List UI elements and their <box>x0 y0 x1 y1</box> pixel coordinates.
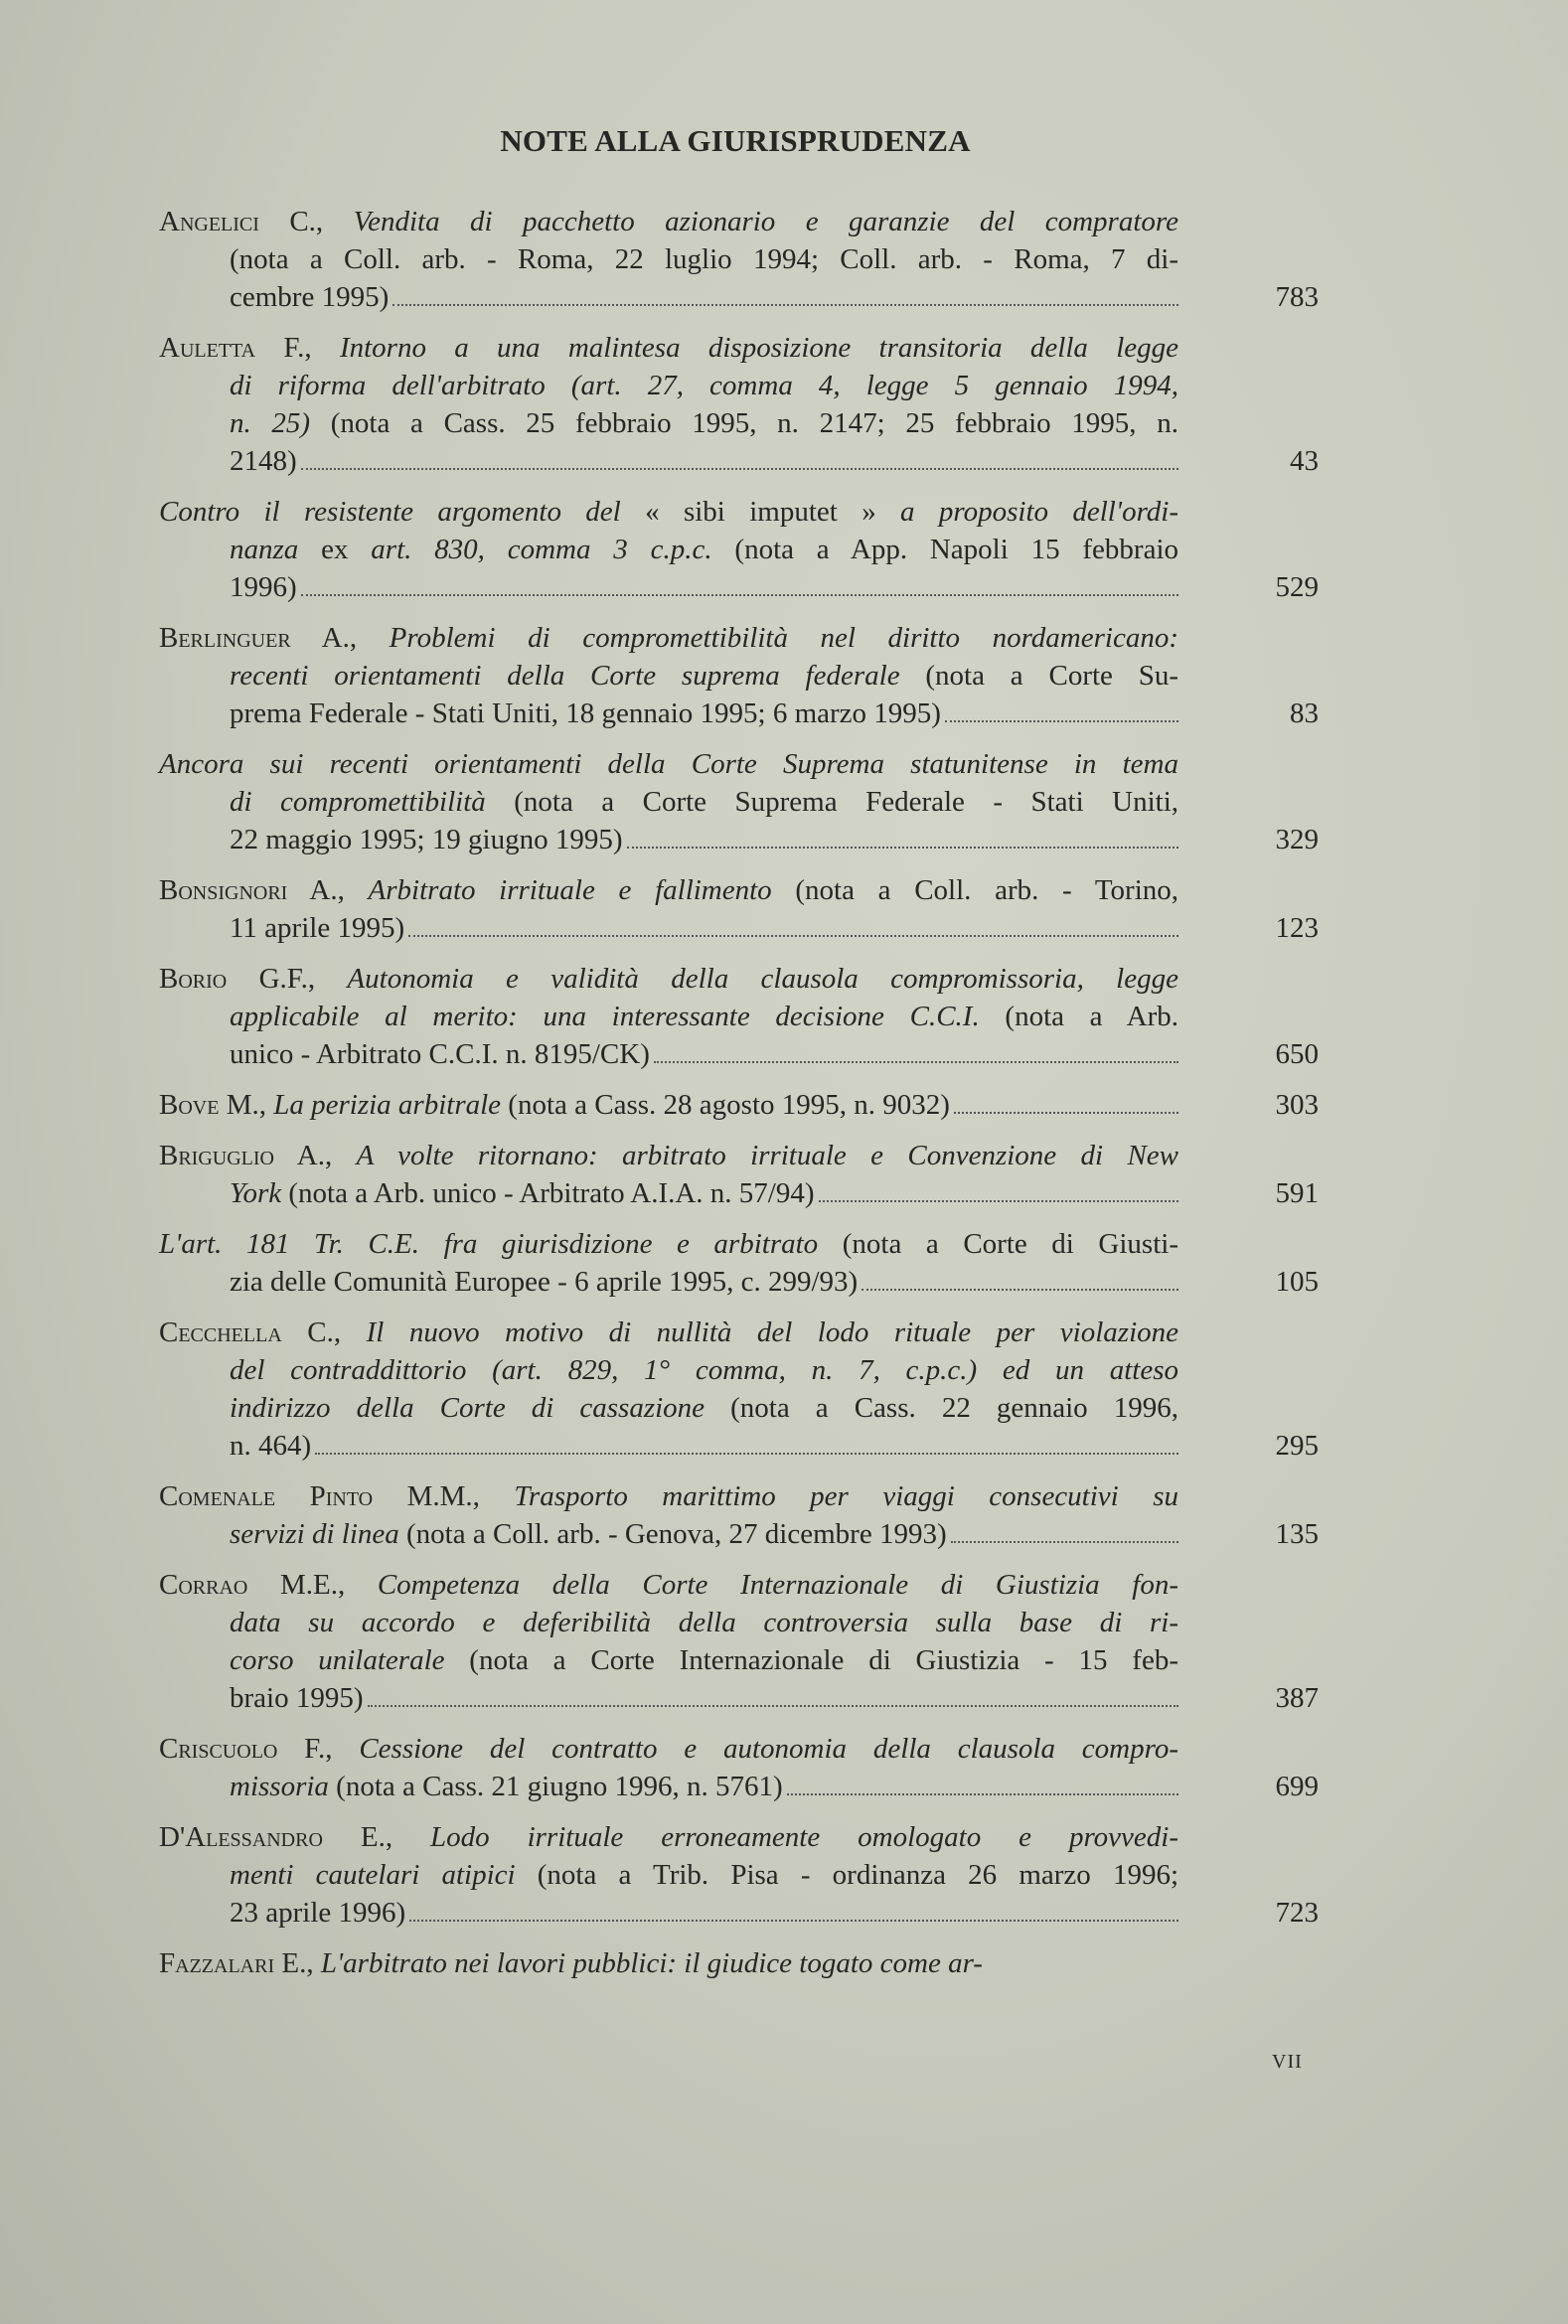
author-name: Angelici C., <box>159 206 354 237</box>
citation-text: (nota a Cass. 25 febbraio 1995, n. 2147; 25 febbraio 1995, n. <box>330 407 1178 439</box>
entry-line <box>159 871 1178 909</box>
index-list <box>159 203 1319 1995</box>
index-entry <box>159 1477 1319 1553</box>
article-title: recenti orientamenti della Corte suprema federale <box>230 660 926 692</box>
dot-leader <box>392 278 1178 306</box>
citation-text: (nota a Arb. unico - Arbitrato A.I.A. n. 57/94) <box>288 1177 815 1209</box>
dot-leader <box>368 1679 1179 1707</box>
entry-line-text <box>230 821 623 858</box>
dot-leader <box>819 1174 1178 1202</box>
citation-text: 1996) <box>230 571 297 603</box>
citation-text: (nota a Corte di Giusti- <box>842 1228 1178 1260</box>
citation-text: zia delle Comunità Europee - 6 aprile 1995, c. 299/93) <box>230 1266 859 1298</box>
entry-line <box>159 960 1178 998</box>
citation-text: (nota a Coll. arb. - Torino, <box>795 874 1179 906</box>
article-title: Competenza della Corte Internazionale di Giustizia fon- <box>377 1569 1178 1601</box>
entry-line <box>159 404 1178 442</box>
index-entry <box>159 871 1319 947</box>
entry-line-text <box>159 1086 950 1124</box>
author-name: Borio G.F., <box>159 963 348 995</box>
article-title: Vendita di pacchetto azionario e garanzie del compratore <box>353 206 1178 237</box>
entry-page-number: 591 <box>1275 1177 1319 1209</box>
citation-text: n. 464) <box>230 1430 312 1462</box>
entry-line <box>159 1515 1178 1553</box>
article-title: Cessione del contratto e autonomia della clausola compro- <box>359 1733 1178 1765</box>
author-name: Criscuolo F., <box>159 1733 360 1765</box>
author-name: Bonsignori A., <box>159 874 369 906</box>
entry-line <box>159 442 1178 480</box>
article-title: a proposito dell'ordi- <box>900 496 1178 528</box>
article-title: La perizia arbitrale <box>273 1089 509 1121</box>
dot-leader <box>627 821 1178 849</box>
entry-line-text <box>230 1263 858 1301</box>
article-title: Arbitrato irrituale e fallimento <box>368 874 796 906</box>
citation-text: (nota a App. Napoli 15 febbraio <box>734 534 1179 565</box>
article-title: indirizzo della Corte di cassazione <box>230 1392 731 1424</box>
entry-line <box>159 1566 1178 1604</box>
index-entry <box>159 203 1319 316</box>
entry-line <box>159 1086 1178 1124</box>
index-entry <box>159 493 1319 606</box>
entry-line <box>159 657 1178 695</box>
index-entry <box>159 1944 1178 1982</box>
citation-text: « sibi imputet » <box>645 496 901 528</box>
citation-text: (nota a Cass. 28 agosto 1995, n. 9032) <box>508 1089 950 1121</box>
entry-line-text <box>230 278 389 316</box>
entry-line <box>159 203 1178 240</box>
article-title: Contro il resistente argomento del <box>159 496 646 528</box>
entry-line-text <box>230 1427 311 1465</box>
entry-line <box>159 278 1178 316</box>
entry-line <box>159 821 1178 858</box>
dot-leader <box>945 695 1178 722</box>
article-title: n. 25) <box>230 407 331 439</box>
entry-line-text <box>230 1679 364 1717</box>
entry-line <box>159 745 1178 783</box>
citation-text: ex <box>321 534 372 565</box>
index-entry <box>159 1566 1319 1717</box>
article-title: Ancora sui recenti orientamenti della Corte Suprema statunitense in tema <box>159 748 1178 780</box>
entry-line-text <box>159 1944 983 1982</box>
index-entry <box>159 745 1319 858</box>
citation-text: 22 maggio 1995; 19 giugno 1995) <box>230 824 623 855</box>
entry-line <box>159 531 1178 568</box>
entry-page-number: 387 <box>1275 1682 1319 1714</box>
entry-line-text <box>230 568 297 606</box>
entry-page-number: 123 <box>1275 912 1319 944</box>
dot-leader <box>301 442 1178 470</box>
entry-page-number: 699 <box>1275 1771 1319 1802</box>
entry-line-text <box>230 909 404 947</box>
entry-line <box>159 1679 1178 1717</box>
entry-line <box>159 240 1178 278</box>
page-title: NOTE ALLA GIURISPRUDENZA <box>500 123 971 158</box>
article-title: nanza <box>230 534 322 565</box>
article-title: del contraddittorio (art. 829, 1° comma, n. 7, c.p.c.) ed un atteso <box>230 1354 1178 1386</box>
article-title: York <box>230 1177 289 1209</box>
index-entry <box>159 1086 1319 1124</box>
article-title: data su accordo e deferibilità della controversia sulla base di ri- <box>230 1607 1178 1638</box>
citation-text: (nota a Cass. 21 giugno 1996, n. 5761) <box>336 1771 783 1802</box>
index-entry <box>159 1730 1319 1805</box>
entry-line-text <box>230 1035 650 1073</box>
entry-line <box>159 493 1178 531</box>
entry-page-number: 783 <box>1275 281 1319 313</box>
entry-line <box>159 619 1178 657</box>
author-name: Briguglio A., <box>159 1140 357 1171</box>
entry-page-number: 135 <box>1275 1518 1319 1550</box>
entry-line <box>159 1818 1178 1856</box>
author-name: Auletta F., <box>159 332 340 364</box>
entry-page-number: 295 <box>1275 1430 1319 1462</box>
index-entry <box>159 1225 1319 1301</box>
author-name: Fazzalari E., <box>159 1947 321 1979</box>
entry-line <box>159 1856 1178 1894</box>
entry-line <box>159 1263 1178 1301</box>
entry-line <box>159 1604 1178 1641</box>
entry-line-text <box>230 442 297 480</box>
entry-line <box>159 1944 1178 1982</box>
entry-line <box>159 998 1178 1035</box>
entry-line <box>159 1427 1178 1465</box>
article-title: missoria <box>230 1771 337 1802</box>
article-title: L'art. 181 Tr. C.E. fra giurisdizione e arbitrato <box>159 1228 843 1260</box>
entry-page-number: 529 <box>1275 571 1319 603</box>
index-entry <box>159 619 1319 732</box>
article-title: corso unilaterale <box>230 1644 470 1676</box>
article-title: L'arbitrato nei lavori pubblici: il giudice togato come ar- <box>320 1947 983 1979</box>
entry-line-text <box>230 1894 405 1932</box>
dot-leader <box>954 1086 1178 1114</box>
entry-line <box>159 695 1178 732</box>
index-entry <box>159 1314 1319 1465</box>
index-entry <box>159 329 1319 480</box>
index-entry <box>159 1818 1319 1932</box>
entry-line <box>159 1768 1178 1805</box>
dot-leader <box>408 909 1178 937</box>
article-title: menti cautelari atipici <box>230 1859 538 1891</box>
article-title: Lodo irrituale erroneamente omologato e provvedi- <box>430 1821 1178 1853</box>
entry-line <box>159 1389 1178 1427</box>
citation-text: unico - Arbitrato C.C.I. n. 8195/CK) <box>230 1038 650 1070</box>
index-entry <box>159 1137 1319 1212</box>
entry-line <box>159 1035 1178 1073</box>
article-title: servizi di linea <box>230 1518 407 1550</box>
entry-line <box>159 1225 1178 1263</box>
author-name: Corrao M.E., <box>159 1569 378 1601</box>
citation-text: braio 1995) <box>230 1682 364 1714</box>
entry-line <box>159 1477 1178 1515</box>
article-title: Il nuovo motivo di nullità del lodo rituale per violazione <box>366 1317 1178 1348</box>
article-title: Autonomia e validità della clausola compromissoria, legge <box>347 963 1178 995</box>
dot-leader <box>409 1894 1178 1922</box>
citation-text: prema Federale - Stati Uniti, 18 gennaio 1995; 6 marzo 1995) <box>230 697 941 729</box>
entry-line-text <box>230 695 941 732</box>
article-title: Trasporto marittimo per viaggi consecutivi su <box>514 1480 1178 1512</box>
article-title: di riforma dell'arbitrato (art. 27, comma 4, legge 5 gennaio 1994, <box>230 370 1178 401</box>
entry-line <box>159 1174 1178 1212</box>
entry-line <box>159 909 1178 947</box>
citation-text: (nota a Corte Su- <box>925 660 1178 692</box>
entry-page-number: 723 <box>1275 1897 1319 1929</box>
citation-text: cembre 1995) <box>230 281 390 313</box>
entry-page-number: 105 <box>1275 1266 1319 1298</box>
author-name: Berlinguer A., <box>159 622 390 654</box>
entry-page-number: 83 <box>1290 697 1319 729</box>
dot-leader <box>301 568 1178 596</box>
citation-text: (nota a Coll. arb. - Roma, 22 luglio 1994; Coll. arb. - Roma, 7 di- <box>230 243 1178 275</box>
entry-page-number: 329 <box>1275 824 1319 855</box>
citation-text: (nota a Cass. 22 gennaio 1996, <box>730 1392 1178 1424</box>
article-title: di compromettibilità <box>230 786 515 818</box>
entry-line <box>159 1351 1178 1389</box>
entry-line <box>159 1894 1178 1932</box>
entry-page-number: 303 <box>1275 1089 1319 1121</box>
citation-text: (nota a Corte Suprema Federale - Stati Uniti, <box>514 786 1178 818</box>
entry-line <box>159 1730 1178 1768</box>
article-title: art. 830, comma 3 c.p.c. <box>371 534 735 565</box>
entry-line <box>159 1641 1178 1679</box>
author-name: Bove M., <box>159 1089 274 1121</box>
dot-leader <box>315 1427 1178 1455</box>
dot-leader <box>787 1768 1178 1795</box>
article-title: Intorno a una malintesa disposizione transitoria della legge <box>339 332 1178 364</box>
entry-line-text <box>230 1174 815 1212</box>
dot-leader <box>654 1035 1178 1063</box>
citation-text: 11 aprile 1995) <box>230 912 405 944</box>
citation-text: (nota a Arb. <box>1005 1001 1178 1032</box>
citation-text: (nota a Trib. Pisa - ordinanza 26 marzo 1996; <box>537 1859 1179 1891</box>
entry-line <box>159 568 1178 606</box>
entry-line <box>159 367 1178 404</box>
citation-text: 23 aprile 1996) <box>230 1897 406 1929</box>
author-name: Comenale Pinto M.M., <box>159 1480 515 1512</box>
entry-line <box>159 329 1178 367</box>
citation-text: (nota a Coll. arb. - Genova, 27 dicembre 1993) <box>406 1518 947 1550</box>
index-entry <box>159 960 1319 1073</box>
entry-page-number: 650 <box>1275 1038 1319 1070</box>
entry-line-text <box>230 1515 947 1553</box>
entry-line <box>159 783 1178 821</box>
entry-line <box>159 1314 1178 1351</box>
page-number-folio: VII <box>1272 2051 1303 2073</box>
author-name: D'Alessandro E., <box>159 1821 431 1853</box>
dot-leader <box>862 1263 1178 1291</box>
citation-text: (nota a Corte Internazionale di Giustizia - 15 feb- <box>469 1644 1178 1676</box>
article-title: Problemi di compromettibilità nel diritto nordamericano: <box>389 622 1178 654</box>
entry-line <box>159 1137 1178 1174</box>
article-title: A volte ritornano: arbitrato irrituale e Convenzione di New <box>356 1140 1179 1171</box>
dot-leader <box>951 1515 1178 1543</box>
article-title: applicabile al merito: una interessante decisione C.C.I. <box>230 1001 1006 1032</box>
entry-page-number: 43 <box>1290 445 1319 477</box>
citation-text: 2148) <box>230 445 297 477</box>
entry-line-text <box>230 1768 783 1805</box>
author-name: Cecchella C., <box>159 1317 367 1348</box>
